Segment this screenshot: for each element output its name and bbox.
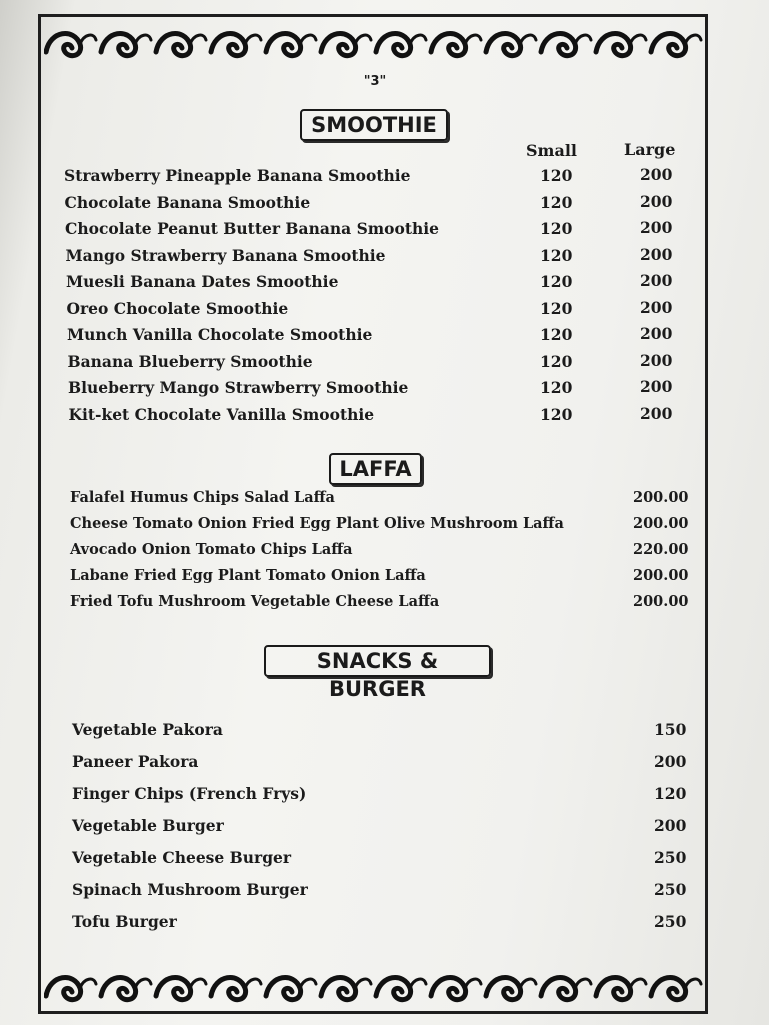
snack-item-price: 150 bbox=[654, 720, 687, 739]
laffa-item-price: 200.00 bbox=[633, 593, 689, 610]
smoothie-item-name: Chocolate Banana Smoothie bbox=[64, 192, 311, 212]
smoothie-price-large: 200 bbox=[640, 271, 673, 290]
section-title-snacks-burger: SNACKS & BURGER bbox=[264, 645, 491, 677]
laffa-item-name: Labane Fried Egg Plant Tomato Onion Laffa bbox=[70, 567, 426, 584]
smoothie-item-name: Banana Blueberry Smoothie bbox=[67, 351, 313, 371]
snack-item-name: Vegetable Cheese Burger bbox=[72, 848, 292, 867]
top-ornamental-border bbox=[44, 22, 704, 66]
laffa-item-price: 220.00 bbox=[633, 541, 689, 558]
page-number: "3" bbox=[363, 74, 387, 89]
smoothie-price-large: 200 bbox=[640, 403, 673, 423]
smoothie-price-small: 120 bbox=[540, 378, 573, 397]
smoothie-item-name: Strawberry Pineapple Banana Smoothie bbox=[64, 166, 411, 185]
laffa-item-name: Avocado Onion Tomato Chips Laffa bbox=[70, 541, 353, 558]
smoothie-price-small: 120 bbox=[540, 298, 573, 318]
smoothie-price-small: 120 bbox=[540, 219, 573, 238]
section-title-laffa: LAFFA bbox=[329, 453, 422, 485]
snack-item-price: 250 bbox=[654, 912, 687, 931]
smoothie-price-large: 200 bbox=[640, 244, 673, 264]
snack-item-price: 120 bbox=[654, 784, 687, 803]
smoothie-item-name: Oreo Chocolate Smoothie bbox=[66, 298, 289, 318]
smoothie-price-small: 120 bbox=[540, 192, 573, 212]
smoothie-price-large: 200 bbox=[640, 297, 673, 317]
snack-item-name: Vegetable Burger bbox=[72, 816, 224, 835]
smoothie-price-small: 120 bbox=[540, 404, 573, 424]
section-title-smoothie: SMOOTHIE bbox=[300, 109, 448, 141]
laffa-item-price: 200.00 bbox=[633, 515, 689, 532]
smoothie-price-large: 200 bbox=[640, 165, 673, 184]
snack-item-name: Spinach Mushroom Burger bbox=[72, 880, 308, 899]
laffa-item-price: 200.00 bbox=[633, 489, 689, 506]
smoothie-price-small: 120 bbox=[540, 325, 573, 344]
smoothie-price-small: 120 bbox=[540, 166, 573, 185]
smoothie-price-large: 200 bbox=[640, 377, 673, 396]
smoothie-item-name: Kit-ket Chocolate Vanilla Smoothie bbox=[68, 404, 375, 424]
smoothie-price-large: 200 bbox=[640, 324, 673, 343]
laffa-item-name: Fried Tofu Mushroom Vegetable Cheese Laffa bbox=[70, 593, 440, 610]
snack-item-name: Tofu Burger bbox=[72, 912, 177, 931]
smoothie-price-large: 200 bbox=[640, 191, 673, 211]
snack-item-price: 200 bbox=[654, 752, 687, 771]
snack-item-price: 250 bbox=[654, 848, 687, 867]
smoothie-price-large: 200 bbox=[640, 218, 673, 237]
smoothie-item-name: Blueberry Mango Strawberry Smoothie bbox=[68, 378, 409, 397]
laffa-item-price: 200.00 bbox=[633, 567, 689, 584]
laffa-item-name: Cheese Tomato Onion Fried Egg Plant Olive Mushroom Laffa bbox=[70, 515, 564, 532]
snack-item-name: Paneer Pakora bbox=[72, 752, 199, 771]
snack-item-name: Finger Chips (French Frys) bbox=[72, 784, 307, 803]
snack-item-price: 200 bbox=[654, 816, 687, 835]
smoothie-item-name: Chocolate Peanut Butter Banana Smoothie bbox=[65, 219, 440, 238]
smoothie-price-large: 200 bbox=[640, 350, 673, 370]
column-header-large: Large bbox=[624, 140, 676, 159]
smoothie-price-small: 120 bbox=[540, 272, 573, 291]
column-header-small: Small bbox=[526, 141, 578, 160]
bottom-ornamental-border bbox=[44, 966, 704, 1010]
smoothie-item-name: Munch Vanilla Chocolate Smoothie bbox=[67, 325, 373, 344]
smoothie-price-small: 120 bbox=[540, 245, 573, 265]
snack-item-price: 250 bbox=[654, 880, 687, 899]
smoothie-item-name: Muesli Banana Dates Smoothie bbox=[66, 272, 339, 291]
smoothie-item-name: Mango Strawberry Banana Smoothie bbox=[65, 245, 386, 265]
snack-item-name: Vegetable Pakora bbox=[72, 720, 223, 739]
smoothie-price-small: 120 bbox=[540, 351, 573, 371]
laffa-item-name: Falafel Humus Chips Salad Laffa bbox=[70, 489, 335, 506]
